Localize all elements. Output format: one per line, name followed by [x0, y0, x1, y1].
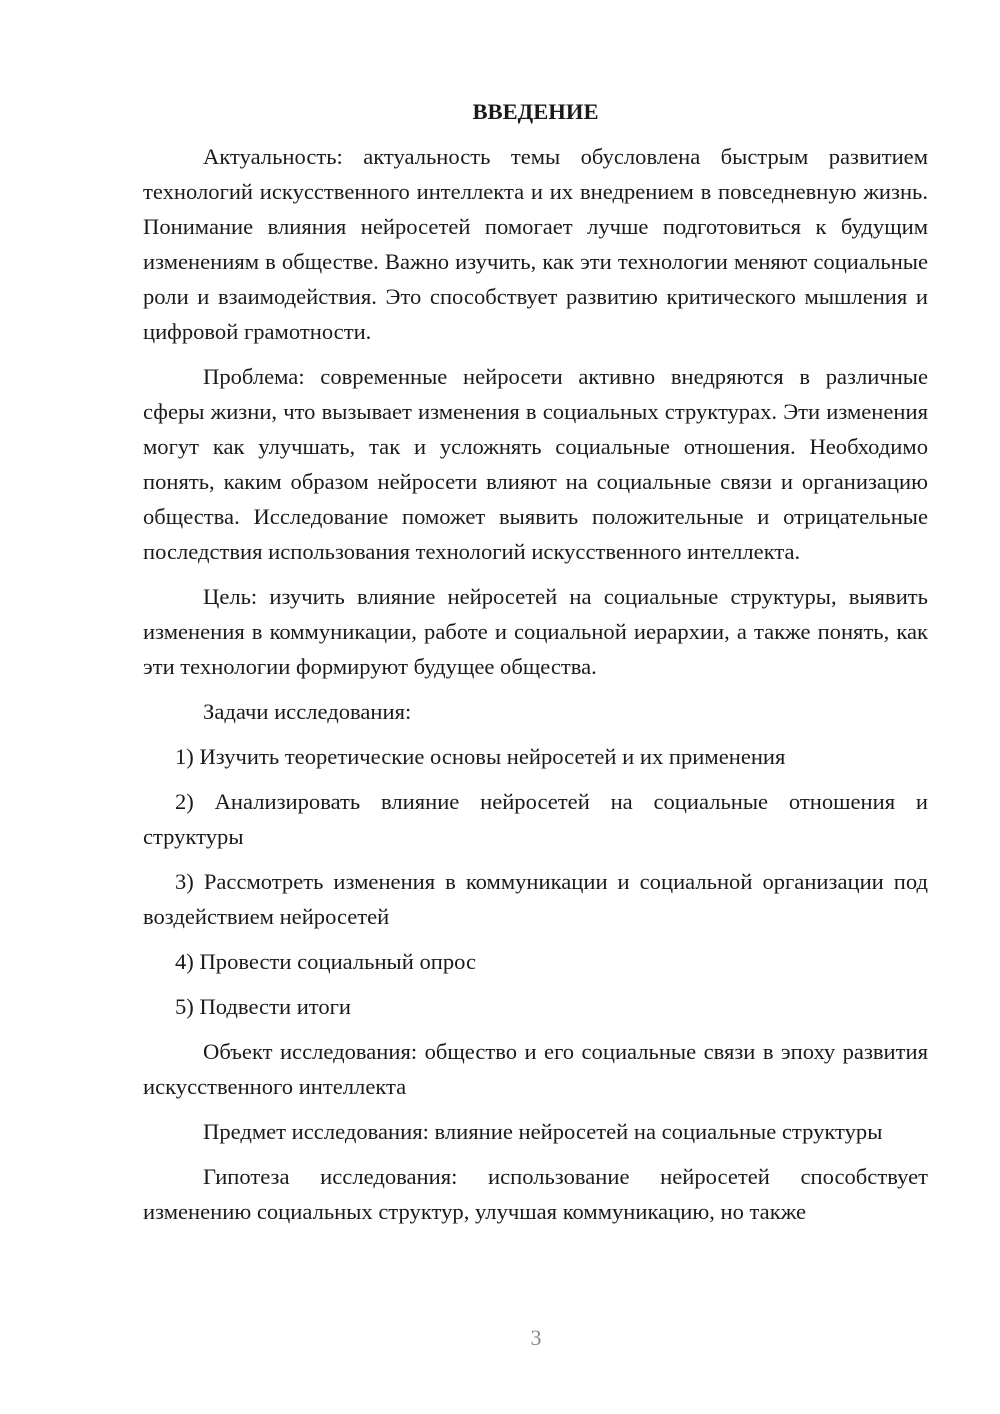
task-item-3: 3) Рассмотреть изменения в коммуникации и социальной организации под воздействием нейросетей	[143, 869, 928, 929]
problem-paragraph: Проблема: современные нейросети активно внедряются в различные сферы жизни, что вызывает изменения в социальных структурах. Эти изменения могут как улучшать, так и усложнять социальные отношения. Необходимо понять, каким образом нейросети влияют на социальные связи и организацию общества. Исследование поможет выявить положительные и отрицательные последствия использования технологий искусственного интеллекта.	[143, 364, 928, 564]
task-item-2: 2) Анализировать влияние нейросетей на социальные отношения и структуры	[143, 789, 928, 849]
task-item-5: 5) Подвести итоги	[175, 994, 352, 1019]
task-item-1: 1) Изучить теоретические основы нейросетей и их применения	[175, 744, 786, 769]
page-number: 3	[530, 1325, 542, 1350]
goal-paragraph: Цель: изучить влияние нейросетей на социальные структуры, выявить изменения в коммуникации, работе и социальной иерархии, а также понять, как эти технологии формируют будущее общества.	[143, 584, 928, 679]
page-title: ВВЕДЕНИЕ	[472, 99, 599, 124]
tasks-heading: Задачи исследования:	[203, 699, 412, 724]
subject-paragraph: Предмет исследования: влияние нейросетей на социальные структуры	[203, 1119, 883, 1144]
document-body	[143, 94, 928, 1239]
hypothesis-paragraph: Гипотеза исследования: использование нейросетей способствует изменению социальных структур, улучшая коммуникацию, но также	[143, 1164, 928, 1224]
task-item-4: 4) Провести социальный опрос	[175, 949, 477, 974]
relevance-paragraph: Актуальность: актуальность темы обусловлена быстрым развитием технологий искусственного интеллекта и их внедрением в повседневную жизнь. Понимание влияния нейросетей помогает лучше подготовиться к будущим изменениям в обществе. Важно изучить, как эти технологии меняют социальные роли и взаимодействия. Это способствует развитию критического мышления и цифровой грамотности.	[143, 144, 928, 344]
object-paragraph: Объект исследования: общество и его социальные связи в эпоху развития искусственного интеллекта	[143, 1039, 928, 1099]
